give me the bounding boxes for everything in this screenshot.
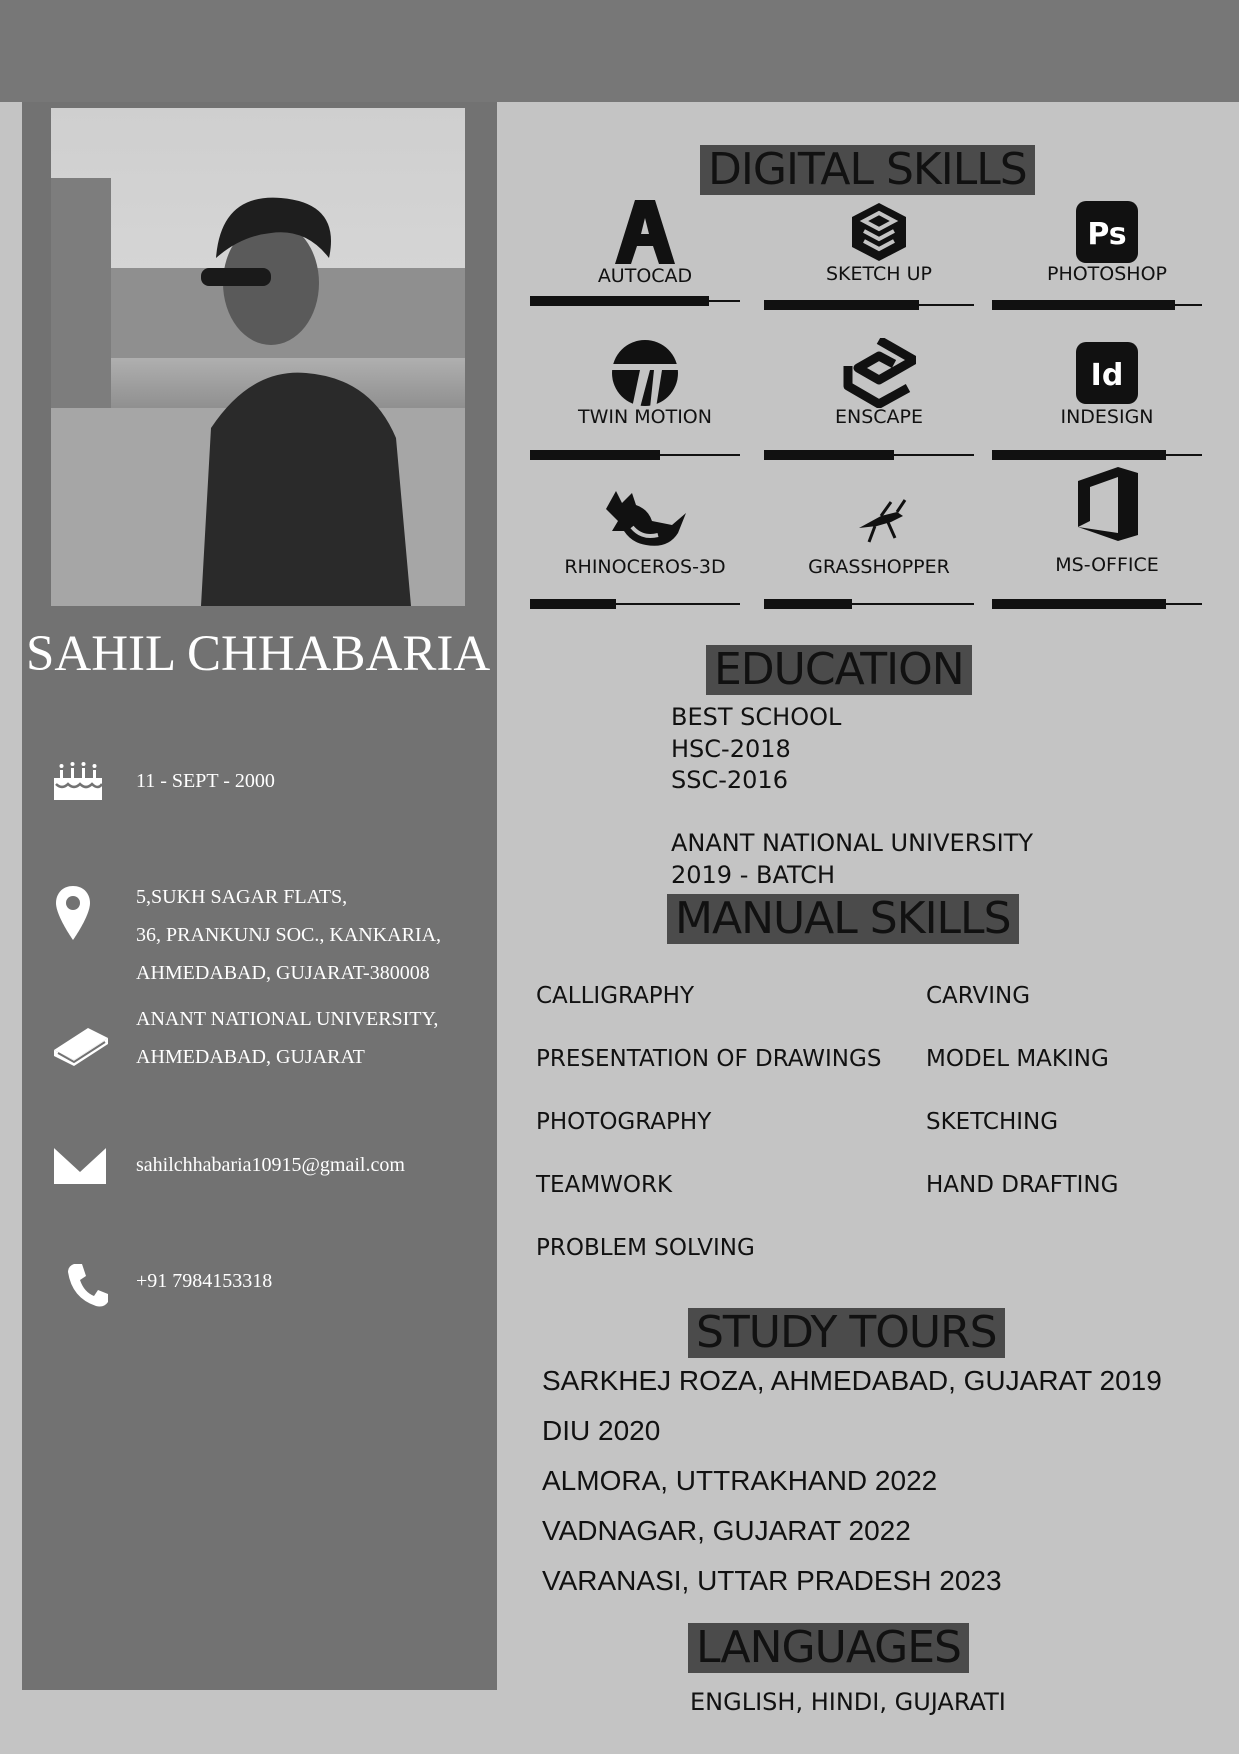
address-line: AHMEDABAD, GUJARAT-380008 [136,962,430,984]
skill-level-fill [530,599,616,609]
top-banner [0,0,1239,102]
skill-label: AUTOCAD [597,265,693,287]
skill-level-bar [530,300,740,302]
skill-level-bar [764,304,974,306]
skill-level-bar [992,304,1202,306]
phone-number[interactable]: +91 7984153318 [136,1270,273,1292]
ms-office-icon [992,464,1222,544]
enscape-icon [764,338,994,408]
skill-sketchup [764,197,994,337]
education-spacer [671,797,1033,829]
skill-label: GRASSHOPPER [808,556,950,578]
skill-level-fill [764,450,894,460]
skill-label: SKETCH UP [826,263,932,285]
book-icon [50,1020,110,1073]
skill-level-bar [992,454,1202,456]
skill-label: RHINOCEROS-3D [564,556,726,578]
study-tours-heading: STUDY TOURS [688,1308,1005,1358]
phone-icon [66,1262,108,1313]
svg-text:Id: Id [1090,358,1124,393]
skill-level-bar [992,603,1202,605]
skill-indesign [992,338,1222,478]
skill-level-bar [530,603,740,605]
study-tour-item: VADNAGAR, GUJARAT 2022 [542,1515,911,1546]
date-of-birth: 11 - SEPT - 2000 [136,770,275,792]
skill-level-bar [764,454,974,456]
skill-rhino [530,484,760,624]
skill-level-fill [530,296,709,306]
svg-text:Ps: Ps [1087,217,1127,252]
email-link[interactable]: sahilchhabaria10915@gmail.com [136,1154,405,1176]
skill-grasshopper [764,484,994,624]
manual-skill: PHOTOGRAPHY [536,1109,712,1135]
education-line: SSC-2016 [671,766,788,794]
education-details [671,702,1033,891]
autocad-icon [530,197,760,267]
skill-enscape [764,338,994,478]
address-line: 5,SUKH SAGAR FLATS, [136,886,348,908]
mail-icon [52,1144,108,1191]
manual-skill: MODEL MAKING [926,1046,1109,1072]
skill-level-fill [764,599,852,609]
education-line: BEST SCHOOL [671,703,842,731]
languages-list: ENGLISH, HINDI, GUJARATI [690,1688,1006,1716]
study-tour-item: VARANASI, UTTAR PRADESH 2023 [542,1565,1002,1596]
skill-label: PHOTOSHOP [1046,263,1168,285]
grasshopper-icon [764,484,994,554]
manual-skill: TEAMWORK [536,1172,673,1198]
manual-skill: HAND DRAFTING [926,1172,1119,1198]
manual-skill: CALLIGRAPHY [536,983,695,1009]
study-tour-item: DIU 2020 [542,1415,661,1446]
skill-level-fill [992,599,1166,609]
skill-level-fill [992,450,1166,460]
institute-line: ANANT NATIONAL UNIVERSITY, [136,1008,439,1030]
sketchup-icon [764,197,994,267]
study-tour-item: SARKHEJ ROZA, AHMEDABAD, GUJARAT 2019 [542,1365,1162,1396]
indesign-icon [992,338,1222,408]
skill-twinmotion [530,338,760,478]
candidate-name: SAHIL CHHABARIA [26,626,491,682]
languages-heading: LANGUAGES [688,1623,969,1673]
birthday-cake-icon [52,756,104,807]
education-heading: EDUCATION [706,645,972,695]
manual-skill: PROBLEM SOLVING [536,1235,755,1261]
skill-level-bar [530,454,740,456]
skill-level-bar [764,603,974,605]
skill-level-fill [992,300,1175,310]
location-pin-icon [54,884,92,947]
address [136,878,441,992]
address-line: 36, PRANKUNJ SOC., KANKARIA, [136,924,442,946]
education-line: ANANT NATIONAL UNIVERSITY [671,829,1034,857]
institute-line: AHMEDABAD, GUJARAT [136,1046,365,1068]
twinmotion-icon [530,338,760,408]
skill-photoshop [992,197,1222,337]
manual-skill: CARVING [926,983,1031,1009]
study-tour-item: ALMORA, UTTRAKHAND 2022 [542,1465,938,1496]
digital-skills-heading: DIGITAL SKILLS [700,145,1035,195]
skill-label: TWIN MOTION [578,406,712,428]
skill-label: ENSCAPE [834,406,923,428]
rhino-icon [530,484,760,554]
manual-skill: PRESENTATION OF DRAWINGS [536,1046,882,1072]
profile-photo [51,108,465,606]
photoshop-icon [992,197,1222,267]
skill-level-fill [530,450,660,460]
education-line: 2019 - BATCH [671,860,836,889]
skill-label: MS-OFFICE [1055,554,1159,576]
manual-skill: SKETCHING [926,1109,1059,1135]
skill-autocad [530,197,760,337]
manual-skills-heading: MANUAL SKILLS [667,894,1019,944]
education-line: HSC-2018 [671,734,791,763]
institute [136,1000,438,1076]
skill-ms-office [992,464,1222,604]
skill-level-fill [764,300,919,310]
skill-label: INDESIGN [1060,406,1154,428]
